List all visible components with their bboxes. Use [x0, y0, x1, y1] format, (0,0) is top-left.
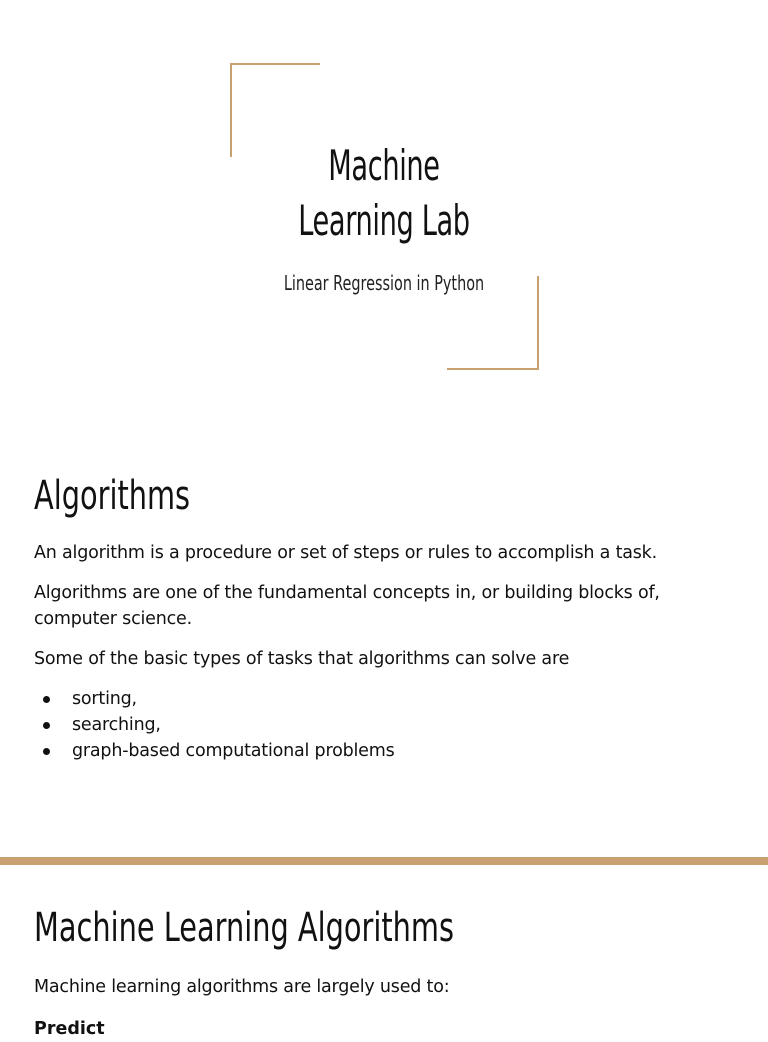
title-slide — [0, 0, 768, 420]
section-divider — [0, 857, 768, 865]
algorithms-paragraph-1: An algorithm is a procedure or set of steps or rules to accomplish a task. — [34, 543, 657, 563]
ml-algorithms-heading: Machine Learning Algorithms — [34, 905, 454, 951]
algorithms-section — [34, 472, 734, 764]
list-item-text: searching, — [72, 715, 161, 735]
algorithms-heading: Algorithms — [34, 473, 191, 519]
list-item — [34, 686, 734, 712]
bullet-icon — [43, 696, 50, 703]
list-item — [34, 738, 734, 764]
algorithms-paragraph-3: Some of the basic types of tasks that algorithms can solve are — [34, 649, 570, 669]
list-item — [34, 712, 734, 738]
list-item-text: graph-based computational problems — [72, 741, 395, 761]
bullet-icon — [43, 748, 50, 755]
bullet-icon — [43, 722, 50, 729]
corner-bracket-bottom-right — [447, 276, 539, 370]
slide-subtitle: Linear Regression in Python — [283, 271, 485, 295]
slide-title-line2: Learning Lab — [298, 196, 470, 245]
slide-title — [108, 138, 661, 248]
slide-title-line1: Machine — [328, 141, 440, 190]
list-item-text: sorting, — [72, 689, 137, 709]
algorithms-paragraph-2: Algorithms are one of the fundamental concepts in, or building blocks of, computer science. — [34, 583, 660, 629]
ml-algorithms-paragraph-1: Machine learning algorithms are largely used to: — [34, 977, 450, 997]
ml-algorithms-bold-item: Predict — [34, 1019, 105, 1039]
algorithms-bullet-list — [34, 686, 734, 764]
ml-algorithms-section — [34, 904, 734, 1042]
